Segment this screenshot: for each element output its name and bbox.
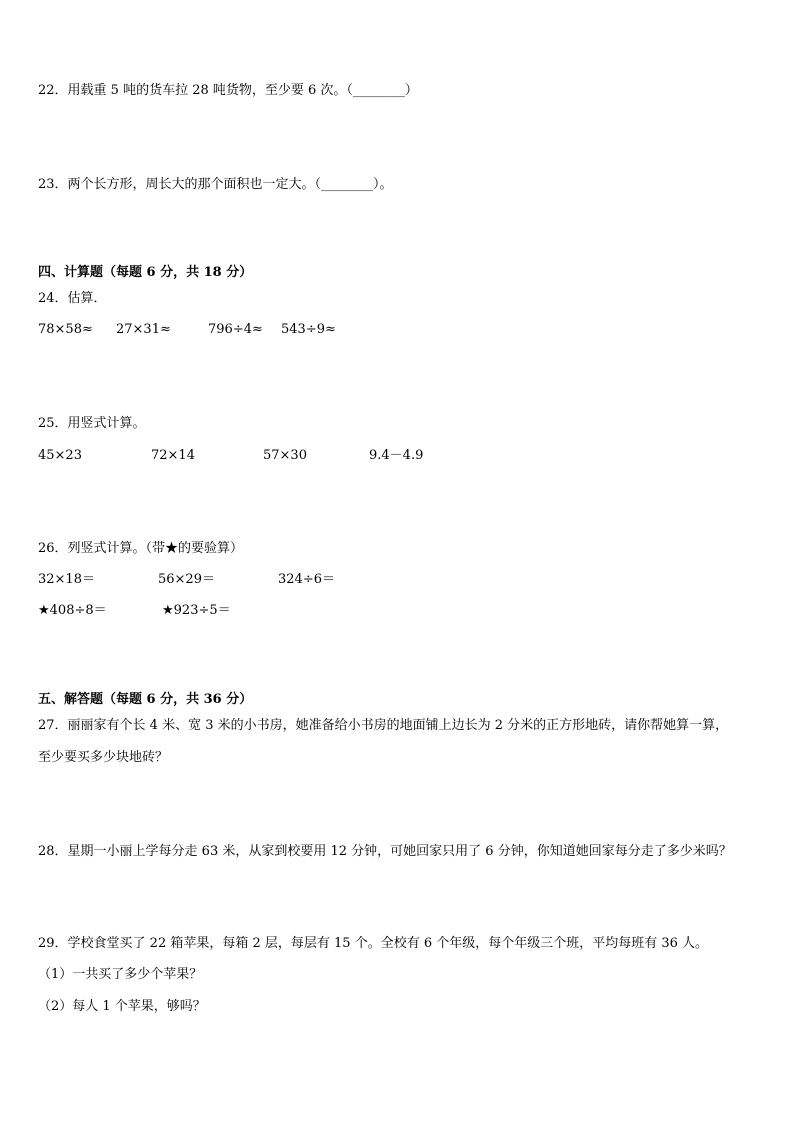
question-24-stem: 24．估算．	[38, 291, 107, 306]
question-23: 23．两个长方形，周长大的那个面积也一定大。（________）。	[38, 177, 393, 192]
calc-item: 57×30	[263, 448, 307, 463]
calc-item: 45×23	[38, 448, 82, 463]
calc-item: 56×29＝	[158, 572, 215, 587]
calc-item: 32×18＝	[38, 572, 95, 587]
calc-item: 9.4－4.9	[369, 448, 424, 463]
question-26-stem: 26．列竖式计算。（带★的要验算）	[38, 541, 244, 556]
estimate-item: 27×31≈	[116, 322, 171, 337]
question-27-line-2: 至少要买多少块地砖？	[38, 750, 169, 765]
question-22: 22．用载重 5 吨的货车拉 28 吨货物，至少要 6 次。（________）	[38, 83, 418, 98]
section-4-heading: 四、计算题（每题 6 分，共 18 分）	[38, 265, 253, 280]
question-28: 28．星期一小丽上学每分走 63 米，从家到校要用 12 分钟，可她回家只用了 6 分钟，你知道她回家每分走了多少米吗？	[38, 844, 732, 859]
question-29-sub-2: （2）每人 1 个苹果，够吗？	[38, 999, 206, 1014]
question-29-sub-1: （1）一共买了多少个苹果？	[38, 967, 203, 982]
estimate-item: 543÷9≈	[281, 322, 336, 337]
question-29-stem: 29．学校食堂买了 22 箱苹果，每箱 2 层，每层有 15 个。全校有 6 个年级，每个年级三个班，平均每班有 36 人。	[38, 936, 709, 951]
calc-item: 72×14	[151, 448, 195, 463]
section-5-heading: 五、解答题（每题 6 分，共 36 分）	[38, 692, 253, 707]
question-25-stem: 25．用竖式计算。	[38, 416, 146, 431]
estimate-item: 78×58≈	[38, 322, 93, 337]
estimate-item: 796÷4≈	[208, 322, 263, 337]
question-27-line-1: 27．丽丽家有个长 4 米、宽 3 米的小书房，她准备给小书房的地面铺上边长为 2 分米的正方形地砖，请你帮她算一算，	[38, 718, 729, 733]
calc-item: ★408÷8＝	[38, 603, 107, 618]
calc-item: 324÷6＝	[278, 572, 335, 587]
calc-item: ★923÷5＝	[162, 603, 231, 618]
